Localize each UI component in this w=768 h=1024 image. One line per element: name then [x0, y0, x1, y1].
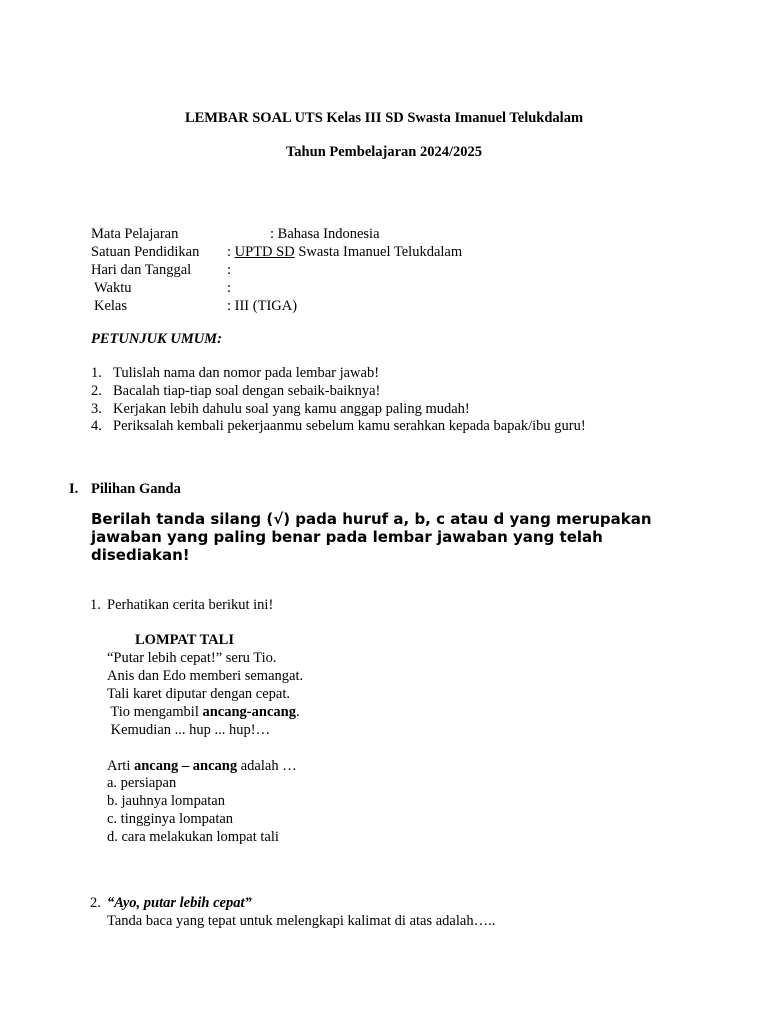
satuan-label: Satuan Pendidikan [91, 244, 200, 260]
list-item: Periksalah kembali pekerjaanmu sebelum kamu serahkan kepada bapak/ibu guru! [113, 418, 586, 434]
page-title: LEMBAR SOAL UTS Kelas III SD Swasta Imanuel Telukdalam [184, 110, 584, 126]
mapel-value: : Bahasa Indonesia [270, 226, 380, 242]
hari-label: Hari dan Tanggal [91, 262, 192, 278]
story-line: Kemudian ... hup ... hup!… [107, 722, 271, 738]
list-item-number: 2. [91, 383, 102, 399]
question-prompt: Tanda baca yang tepat untuk melengkapi kalimat di atas adalah….. [107, 913, 496, 929]
answer-option: d. cara melakukan lompat tali [107, 829, 279, 845]
list-item-number: 4. [91, 418, 102, 434]
question-prompt: Perhatikan cerita berikut ini! [107, 597, 274, 613]
question-number: 2. [90, 895, 101, 911]
section-title: Pilihan Ganda [91, 481, 181, 497]
story-line: “Putar lebih cepat!” seru Tio. [107, 650, 277, 666]
answer-option: a. persiapan [107, 775, 177, 791]
question-number: 1. [90, 597, 101, 613]
hari-value: : [227, 262, 232, 278]
list-item: Kerjakan lebih dahulu soal yang kamu anggap paling mudah! [113, 401, 470, 417]
instruction-line: Berilah tanda silang (√) pada huruf a, b, c atau d yang merupakan [91, 510, 652, 528]
instruction-line: disediakan! [91, 546, 190, 564]
story-line: Anis dan Edo memberi semangat. [107, 668, 304, 684]
list-item-number: 1. [91, 365, 102, 381]
story-line: Tali karet diputar dengan cepat. [107, 686, 290, 702]
instruction-line: jawaban yang paling benar pada lembar jawaban yang telah [91, 528, 603, 546]
question-text: Arti ancang – ancang adalah … [107, 758, 297, 774]
story-title: LOMPAT TALI [135, 632, 234, 648]
list-item-number: 3. [91, 401, 102, 417]
waktu-label: Waktu [94, 280, 132, 296]
waktu-value: : [227, 280, 232, 296]
kelas-value: : III (TIGA) [227, 298, 298, 314]
list-item: Tulislah nama dan nomor pada lembar jawab! [113, 365, 380, 381]
mapel-label: Mata Pelajaran [91, 226, 179, 242]
petunjuk-heading: PETUNJUK UMUM: [91, 331, 222, 347]
answer-option: b. jauhnya lompatan [107, 793, 225, 809]
kelas-label: Kelas [94, 298, 128, 314]
story-line: Tio mengambil ancang-ancang. [107, 704, 300, 720]
section-number: I. [69, 481, 79, 497]
list-item: Bacalah tiap-tiap soal dengan sebaik-baiknya! [113, 383, 381, 399]
school-year: Tahun Pembelajaran 2024/2025 [285, 144, 483, 160]
answer-option: c. tingginya lompatan [107, 811, 234, 827]
satuan-value: : UPTD SD Swasta Imanuel Telukdalam [227, 244, 463, 260]
question-quote: “Ayo, putar lebih cepat” [107, 895, 252, 911]
